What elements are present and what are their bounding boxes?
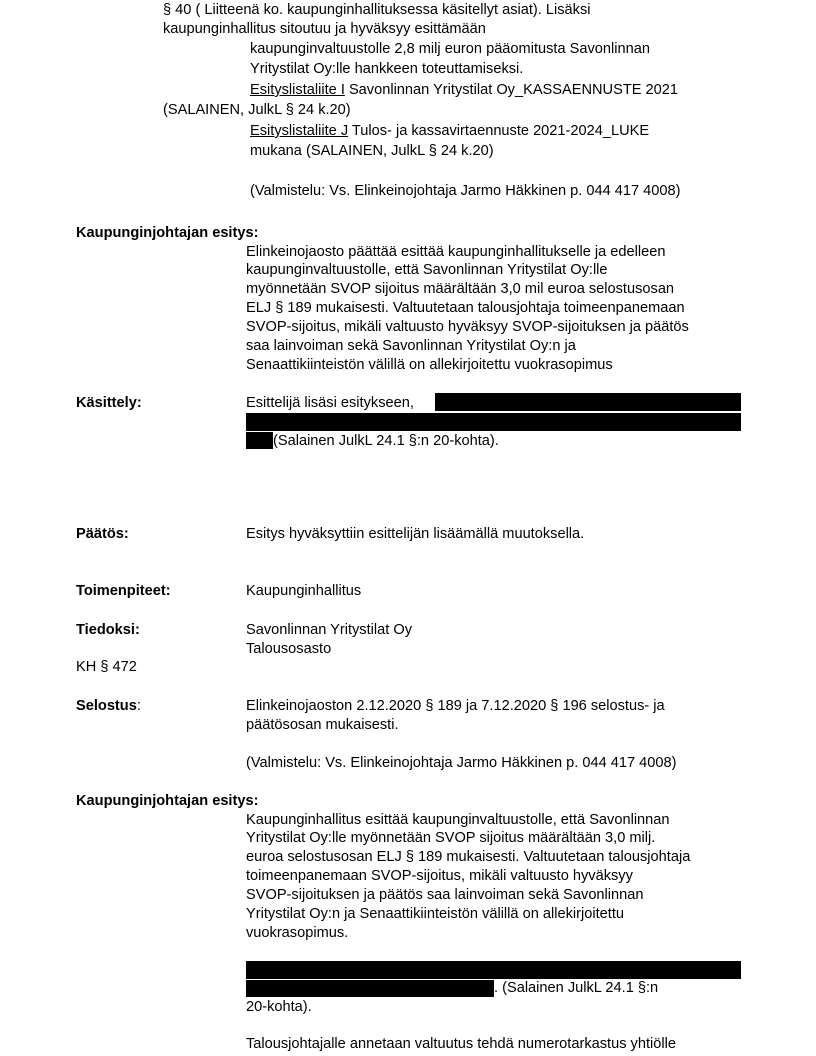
kasittely-text: Esittelijä lisäsi esitykseen, xyxy=(246,395,414,411)
proposal1-line: Senaattikiinteistön välillä on allekirjoitettu vuokrasopimus xyxy=(246,357,613,373)
attachment-i xyxy=(250,81,678,99)
tiedoksi-label: Tiedoksi: xyxy=(76,622,140,638)
redaction-block xyxy=(246,980,494,997)
proposal2-confidential-note: . (Salainen JulkL 24.1 §:n xyxy=(494,980,659,996)
attachment-j-cont: mukana (SALAINEN, JulkL § 24 k.20) xyxy=(250,143,494,159)
top-line-3: kaupunginvaltuustolle 2,8 milj euron pääomitusta Savonlinnan xyxy=(250,41,650,57)
proposal1-line: ELJ § 189 mukaisesti. Valtuutetaan talousjohtaja toimeenpanemaan xyxy=(246,300,685,316)
attachment-j xyxy=(250,122,649,140)
selostus-label: Selostus xyxy=(76,698,137,714)
proposal2-line: Yritystilat Oy:n ja Senaattikiinteistön välillä on allekirjoitettu xyxy=(246,906,624,922)
selostus-line-1: Elinkeinojaoston 2.12.2020 § 189 ja 7.12.2020 § 196 selostus- ja xyxy=(246,698,665,714)
paatos-label: Päätös: xyxy=(76,526,129,542)
selostus-line-2: päätösosan mukaisesti. xyxy=(246,717,399,733)
tiedoksi-line-1: Savonlinnan Yritystilat Oy xyxy=(246,622,413,638)
selostus-preparer: (Valmistelu: Vs. Elinkeinojohtaja Jarmo Häkkinen p. 044 417 4008) xyxy=(246,755,677,771)
toimenpiteet-label: Toimenpiteet: xyxy=(76,583,171,599)
top-line-4: Yritystilat Oy:lle hankkeen toteuttamiseksi. xyxy=(250,61,524,77)
redaction-block xyxy=(246,432,273,449)
proposal1-line: SVOP-sijoitus, mikäli valtuusto hyväksyy SVOP-sijoituksen ja päätös xyxy=(246,319,689,335)
proposal2-line: toimeenpanemaan SVOP-sijoitus, mikäli valtuusto hyväksyy xyxy=(246,868,633,884)
selostus-colon: : xyxy=(136,698,141,714)
tiedoksi-line-2: Talousosasto xyxy=(246,641,332,657)
kasittely-label: Käsittely: xyxy=(76,395,142,411)
kasittely-confidential-note: (Salainen JulkL 24.1 §:n 20-kohta). xyxy=(273,433,499,449)
attachment-i-link[interactable]: Esityslistaliite I xyxy=(250,82,345,98)
paatos-text: Esitys hyväksyttiin esittelijän lisäämällä muutoksella. xyxy=(246,526,585,542)
proposal1-line: saa lainvoiman sekä Savonlinnan Yritystilat Oy:n ja xyxy=(246,338,576,354)
attachment-j-text: Tulos- ja kassavirtaennuste 2021-2024_LUKE xyxy=(348,123,650,139)
proposal2-confidential-note-cont: 20-kohta). xyxy=(246,999,312,1015)
attachment-i-cont: (SALAINEN, JulkL § 24 k.20) xyxy=(163,102,351,118)
proposal2-last-line: Talousjohtajalle annetaan valtuutus tehdä numerotarkastus yhtiölle xyxy=(246,1036,676,1052)
proposal2-line: Yritystilat Oy:lle myönnetään SVOP sijoitus määrältään 3,0 milj. xyxy=(246,830,656,846)
top-line-1: § 40 ( Liitteenä ko. kaupunginhallituksessa käsitellyt asiat). Lisäksi xyxy=(163,2,591,18)
proposal1-line: myönnetään SVOP sijoitus määrältään 3,0 mil euroa selostusosan xyxy=(246,281,675,297)
attachment-i-text: Savonlinnan Yritystilat Oy_KASSAENNUSTE 2021 xyxy=(344,82,679,98)
redaction-block xyxy=(246,413,741,431)
redaction-block xyxy=(246,961,741,979)
proposal2-line: SVOP-sijoituksen ja päätös saa lainvoiman sekä Savonlinnan xyxy=(246,887,644,903)
toimenpiteet-text: Kaupunginhallitus xyxy=(246,583,362,599)
attachment-j-link[interactable]: Esityslistaliite J xyxy=(250,123,349,139)
proposal2-line: vuokrasopimus. xyxy=(246,925,349,941)
proposal2-line: euroa selostusosan ELJ § 189 mukaisesti. Valtuutetaan talousjohtaja xyxy=(246,849,691,865)
proposal1-line: kaupunginvaltuustolle, että Savonlinnan Yritystilat Oy:lle xyxy=(246,262,608,278)
top-line-2: kaupunginhallitus sitoutuu ja hyväksyy esittämään xyxy=(163,21,486,37)
top-preparer: (Valmistelu: Vs. Elinkeinojohtaja Jarmo Häkkinen p. 044 417 4008) xyxy=(250,183,681,199)
proposal2-heading: Kaupunginjohtajan esitys: xyxy=(76,793,259,809)
redaction-block xyxy=(435,393,741,411)
kh-section-label: KH § 472 xyxy=(76,659,137,675)
proposal1-line: Elinkeinojaosto päättää esittää kaupunginhallitukselle ja edelleen xyxy=(246,244,666,260)
selostus-label-wrap xyxy=(76,697,141,715)
proposal1-heading: Kaupunginjohtajan esitys: xyxy=(76,225,259,241)
proposal2-line: Kaupunginhallitus esittää kaupunginvaltuustolle, että Savonlinnan xyxy=(246,812,670,828)
